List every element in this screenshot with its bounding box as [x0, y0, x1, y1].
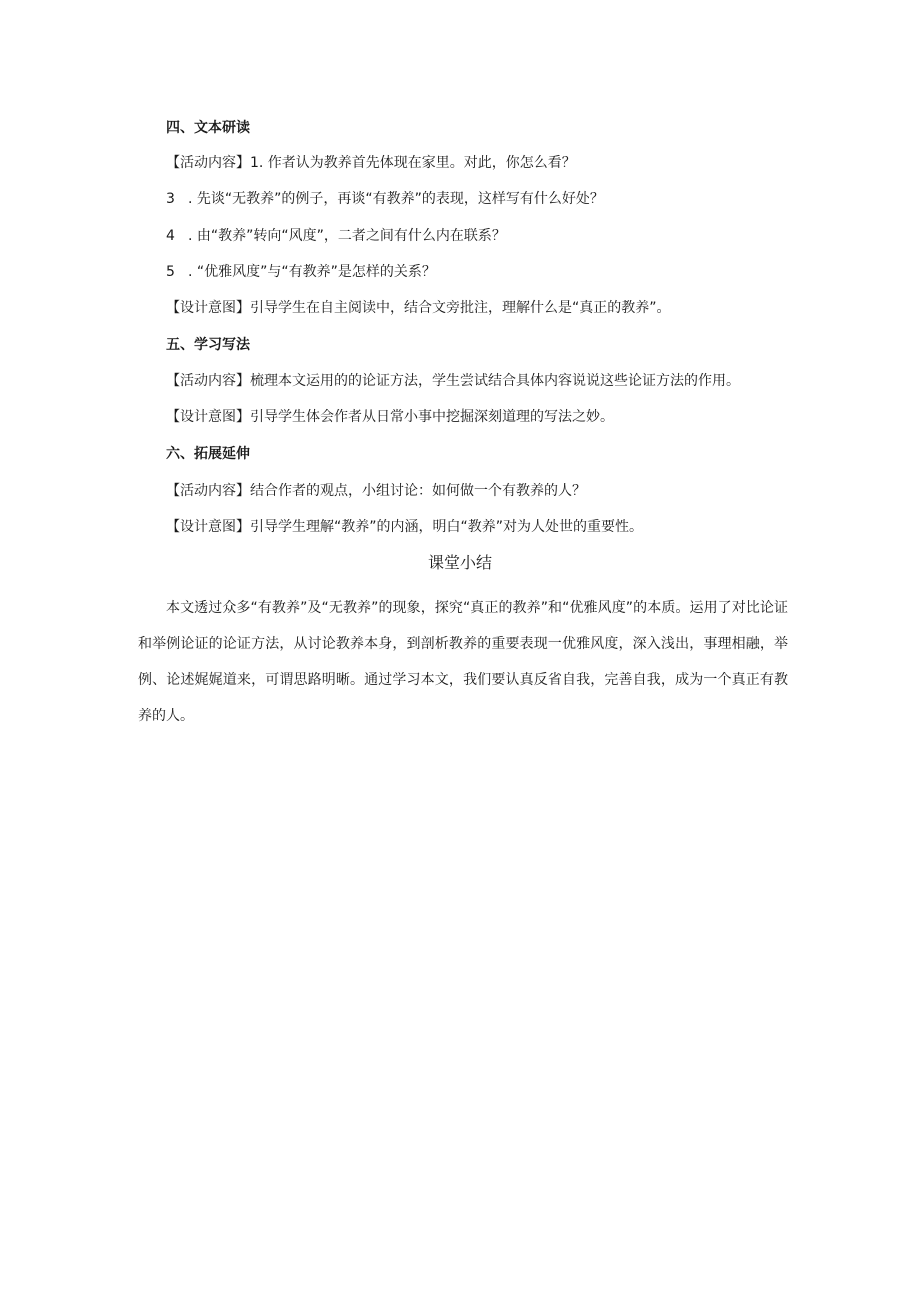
activity-label: 【活动内容】	[166, 155, 250, 171]
question-text: . “优雅风度”与“有教养”是怎样的关系？	[188, 264, 436, 280]
question-3	[166, 189, 604, 209]
question-5	[166, 262, 436, 282]
design-text: 引导学生理解“教养”的内涵，明白“教养”对为人处世的重要性。	[250, 519, 644, 535]
design-text: 引导学生在自主阅读中，结合文旁批注，理解什么是“真正的教养”。	[250, 300, 671, 316]
question-number: 5	[166, 264, 175, 280]
section-6-heading: 六、拓展延伸	[166, 446, 250, 462]
section-6-activity	[166, 481, 586, 501]
design-label: 【设计意图】	[166, 409, 250, 425]
section-5-heading: 五、学习写法	[166, 337, 250, 353]
activity-text: 结合作者的观点，小组讨论：如何做一个有教养的人？	[250, 483, 586, 499]
section-4-heading: 四、文本研读	[166, 120, 250, 136]
activity-label: 【活动内容】	[166, 373, 250, 389]
section-4-activity	[166, 153, 576, 173]
question-text: . 先谈“无教养”的例子，再谈“有教养”的表现，这样写有什么好处？	[188, 191, 604, 207]
question-4	[166, 226, 506, 246]
activity-label: 【活动内容】	[166, 483, 250, 499]
design-label: 【设计意图】	[166, 300, 250, 316]
summary-title: 课堂小结	[427, 553, 492, 572]
question-number: 3	[166, 191, 175, 207]
section-4-design	[166, 298, 671, 318]
activity-text: 1. 作者认为教养首先体现在家里。对此，你怎么看？	[250, 155, 576, 171]
section-5-design	[166, 407, 614, 427]
section-5-activity	[166, 371, 740, 391]
question-number: 4	[166, 228, 175, 244]
section-6-design	[166, 517, 643, 537]
question-text: . 由“教养”转向“风度”，二者之间有什么内在联系？	[188, 228, 506, 244]
summary-paragraph: 本文透过众多“有教养”及“无教养”的现象，探究“真正的教养”和“优雅风度”的本质。运用了对比论证和举例论证的论证方法，从讨论教养本身，到剖析教养的重要表现一优雅风度，深入浅出，事理相融，举例、论述娓娓道来，可谓思路明晰。通过学习本文，我们要认真反省自我，完善自我，成为一个真正有教养的人。	[138, 600, 788, 724]
design-label: 【设计意图】	[166, 519, 250, 535]
design-text: 引导学生体会作者从日常小事中挖掘深刻道理的写法之妙。	[250, 409, 614, 425]
activity-text: 梳理本文运用的的论证方法，学生尝试结合具体内容说说这些论证方法的作用。	[250, 373, 740, 389]
